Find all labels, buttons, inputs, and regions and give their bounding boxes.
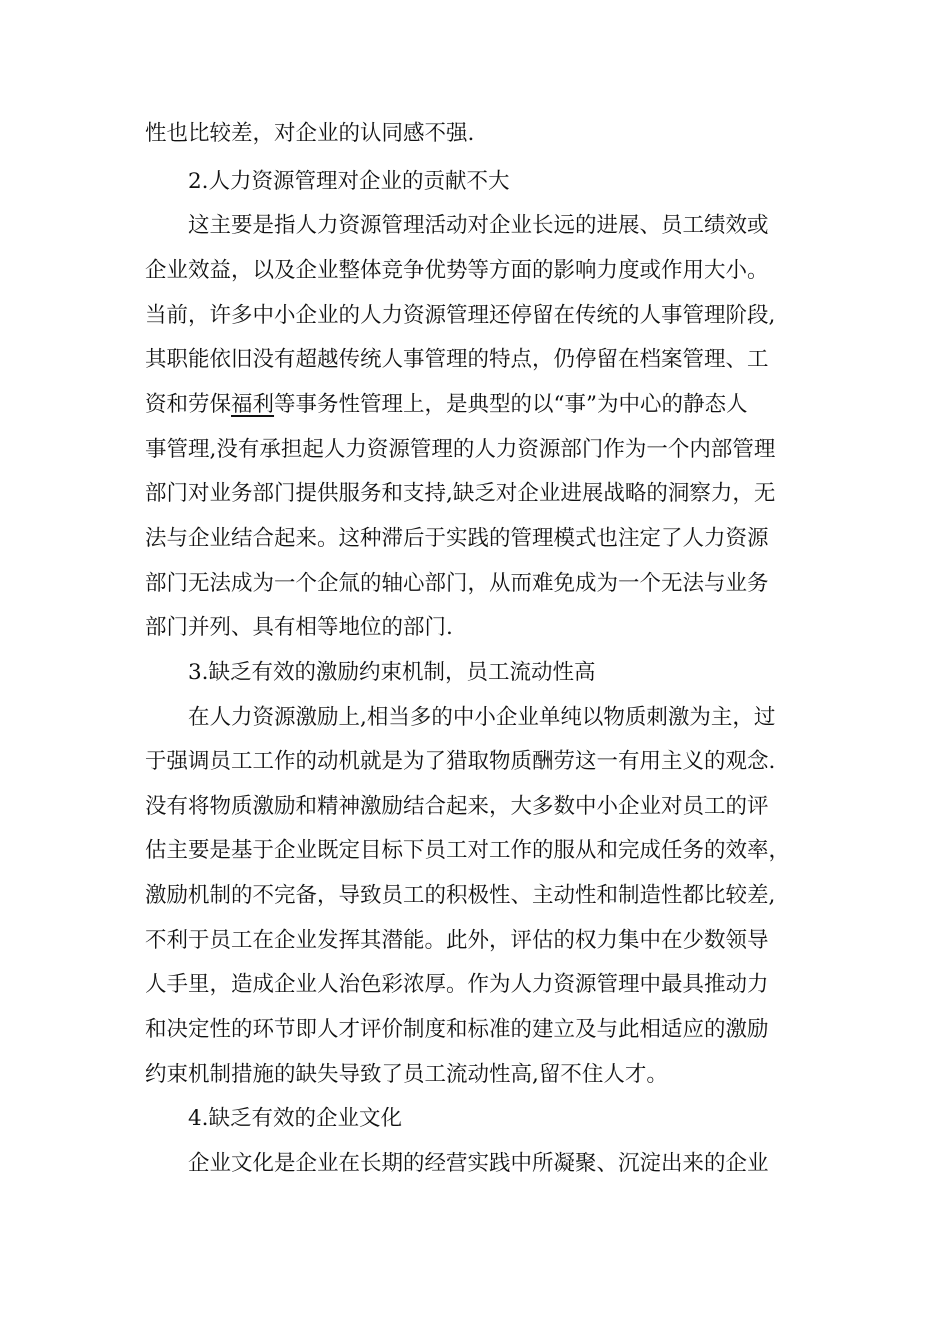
text-line: 没有将物质激励和精神激励结合起来，大多数中小企业对员工的评 bbox=[145, 794, 769, 819]
text-line: 和决定性的环节即人才评价制度和标准的建立及与此相适应的激励 bbox=[145, 1017, 769, 1042]
text-line: 约束机制措施的缺失导致了员工流动性高,留不住人才。 bbox=[145, 1062, 668, 1087]
section-heading-3: 3.缺乏有效的激励约束机制，员工流动性高 bbox=[188, 660, 596, 685]
text-line: 激励机制的不完备，导致员工的积极性、主动性和制造性都比较差, bbox=[145, 883, 776, 908]
text-line: 企业文化是企业在长期的经营实践中所凝聚、沉淀出来的企业 bbox=[188, 1151, 769, 1176]
text-line: 人手里，造成企业人治色彩浓厚。作为人力资源管理中最具推动力 bbox=[145, 972, 769, 997]
text-line: 当前，许多中小企业的人力资源管理还停留在传统的人事管理阶段, bbox=[145, 303, 776, 328]
text-line: 企业效益，以及企业整体竞争优势等方面的影响力度或作用大小。 bbox=[145, 258, 769, 283]
text-fragment: 等事务性管理上，是典型的以“事”为中心的静态人 bbox=[274, 392, 748, 417]
text-fragment: 资和劳保 bbox=[145, 392, 232, 417]
text-line: 部门并列、具有相等地位的部门. bbox=[145, 615, 453, 640]
text-line: 其职能依旧没有超越传统人事管理的特点，仍停留在档案管理、工 bbox=[145, 347, 769, 372]
text-line: 估主要是基于企业既定目标下员工对工作的服从和完成任务的效率， bbox=[145, 838, 791, 863]
link-welfare[interactable]: 福利 bbox=[231, 392, 275, 417]
text-line: 在人力资源激励上,相当多的中小企业单纯以物质刺激为主，过 bbox=[188, 705, 776, 730]
text-line: 部门对业务部门提供服务和支持,缺乏对企业进展战略的洞察力，无 bbox=[145, 481, 776, 506]
text-line: 法与企业结合起来。这种滞后于实践的管理模式也注定了人力资源 bbox=[145, 526, 769, 551]
section-heading-2: 2.人力资源管理对企业的贡献不大 bbox=[188, 169, 510, 194]
text-line: 性也比较差，对企业的认同感不强. bbox=[145, 121, 475, 146]
text-line: 部门无法成为一个企氚的轴心部门，从而难免成为一个无法与业务 bbox=[145, 571, 769, 596]
text-line: 事管理,没有承担起人力资源管理的人力资源部门作为一个内部管理 bbox=[145, 437, 776, 462]
text-line: 不利于员工在企业发挥其潜能。此外，评估的权力集中在少数领导 bbox=[145, 928, 769, 953]
text-line bbox=[145, 383, 805, 427]
text-line: 这主要是指人力资源管理活动对企业长远的进展、员工绩效或 bbox=[188, 213, 769, 238]
text-line: 于强调员工工作的动机就是为了猎取物质酬劳这一有用主义的观念. bbox=[145, 749, 776, 774]
section-heading-4: 4.缺乏有效的企业文化 bbox=[188, 1106, 403, 1131]
